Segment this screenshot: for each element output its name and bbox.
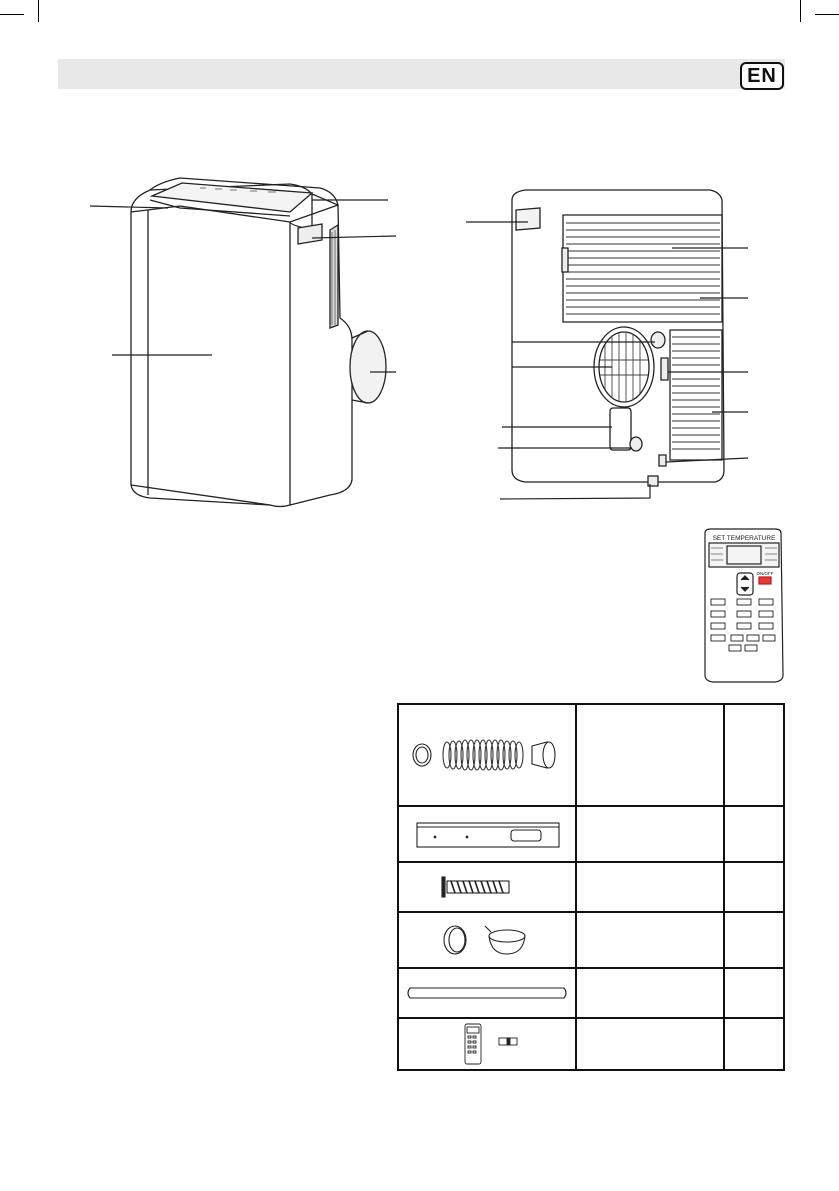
- accessory-image-exhaust-hose: [398, 704, 576, 806]
- language-badge: EN: [740, 62, 784, 90]
- accessory-image-drain-pipe: [398, 968, 576, 1018]
- accessory-qty-cell: [724, 1018, 784, 1070]
- accessory-image-remote-and-battery: [398, 1018, 576, 1070]
- remote-display-title: SET TEMPERATURE: [712, 535, 776, 542]
- accessory-name-cell: [576, 1018, 724, 1070]
- remote-control-illustration: [697, 527, 797, 687]
- table-row: [398, 806, 784, 862]
- accessory-image-screw: [398, 862, 576, 912]
- accessory-qty-cell: [724, 862, 784, 912]
- accessory-name-cell: [576, 862, 724, 912]
- accessory-image-adapter-caps: [398, 912, 576, 968]
- accessory-image-window-slider: [398, 806, 576, 862]
- rear-view-illustration: [0, 0, 839, 520]
- accessory-qty-cell: [724, 704, 784, 806]
- accessory-name-cell: [576, 968, 724, 1018]
- table-row: [398, 912, 784, 968]
- accessories-table: [397, 703, 785, 1071]
- accessory-name-cell: [576, 806, 724, 862]
- table-row: [398, 862, 784, 912]
- accessory-name-cell: [576, 912, 724, 968]
- table-row: [398, 1018, 784, 1070]
- accessory-qty-cell: [724, 806, 784, 862]
- table-row: [398, 968, 784, 1018]
- accessory-qty-cell: [724, 968, 784, 1018]
- svg-text:ON/OFF: ON/OFF: [756, 571, 774, 576]
- table-row: [398, 704, 784, 806]
- accessory-name-cell: [576, 704, 724, 806]
- accessory-qty-cell: [724, 912, 784, 968]
